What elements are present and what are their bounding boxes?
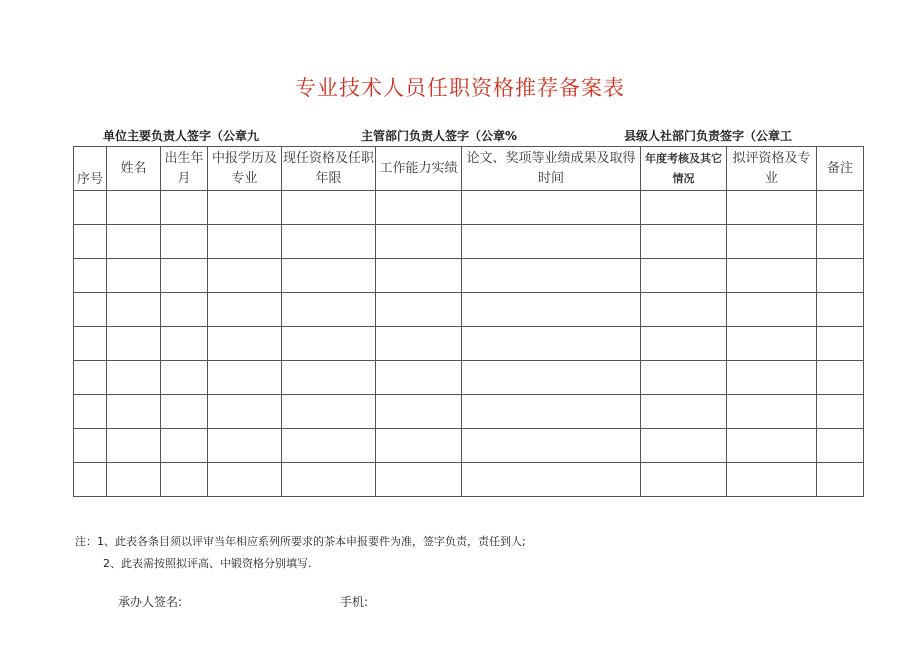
- table-cell: [376, 225, 462, 259]
- table-cell: [462, 361, 641, 395]
- table-cell: [208, 225, 282, 259]
- department-leader-signature-label: 主管部门负责人签字（公章%: [361, 129, 518, 143]
- table-cell: [817, 327, 864, 361]
- notes-section: [75, 531, 526, 575]
- table-cell: [208, 327, 282, 361]
- table-cell: [641, 429, 727, 463]
- table-cell: [641, 395, 727, 429]
- table-cell: [208, 429, 282, 463]
- table-cell: [282, 429, 376, 463]
- table-row: [74, 293, 864, 327]
- table-cell: [641, 463, 727, 497]
- table-cell: [462, 327, 641, 361]
- table-cell: [282, 259, 376, 293]
- table-cell: [74, 191, 107, 225]
- table-cell: [208, 293, 282, 327]
- table-cell: [817, 395, 864, 429]
- table-cell: [462, 225, 641, 259]
- table-cell: [282, 225, 376, 259]
- table-cell: [376, 361, 462, 395]
- table-cell: [282, 361, 376, 395]
- table-cell: [208, 361, 282, 395]
- table-cell: [161, 361, 208, 395]
- table-cell: [161, 293, 208, 327]
- table-cell: [107, 429, 161, 463]
- table-cell: [727, 361, 817, 395]
- table-cell: [208, 463, 282, 497]
- table-cell: [74, 327, 107, 361]
- table-cell: [74, 463, 107, 497]
- table-cell: [161, 191, 208, 225]
- table-row: [74, 327, 864, 361]
- table-cell: [208, 395, 282, 429]
- table-cell: [727, 191, 817, 225]
- form-title: 专业技术人员任职资格推荐备案表: [295, 76, 625, 100]
- table-cell: [462, 259, 641, 293]
- table-cell: [161, 429, 208, 463]
- table-cell: [727, 429, 817, 463]
- table-cell: [376, 327, 462, 361]
- table-cell: [161, 225, 208, 259]
- table-cell: [107, 327, 161, 361]
- table-cell: [161, 327, 208, 361]
- table-cell: [208, 191, 282, 225]
- header-proposed-qualification: 拟评资格及专业: [727, 147, 817, 191]
- table-cell: [74, 259, 107, 293]
- table-cell: [641, 361, 727, 395]
- table-cell: [107, 395, 161, 429]
- table-cell: [107, 293, 161, 327]
- table-row: [74, 395, 864, 429]
- table-cell: [462, 429, 641, 463]
- table-cell: [282, 463, 376, 497]
- recommendation-table: [73, 146, 864, 497]
- table-cell: [208, 259, 282, 293]
- header-name: 姓名: [107, 147, 161, 191]
- table-cell: [727, 463, 817, 497]
- table-cell: [161, 395, 208, 429]
- table-row: [74, 429, 864, 463]
- table-cell: [74, 293, 107, 327]
- table-cell: [817, 463, 864, 497]
- header-birth-date: 出生年月: [161, 147, 208, 191]
- table-cell: [641, 225, 727, 259]
- table-cell: [282, 191, 376, 225]
- header-achievements: 论文、奖项等业绩成果及取得时间: [462, 147, 641, 191]
- table-cell: [727, 225, 817, 259]
- table-cell: [641, 259, 727, 293]
- table-cell: [817, 361, 864, 395]
- table-row: [74, 191, 864, 225]
- table-cell: [817, 259, 864, 293]
- table-cell: [462, 395, 641, 429]
- header-current-qualification: 现任资格及任职年限: [282, 147, 376, 191]
- table-cell: [282, 293, 376, 327]
- table-cell: [376, 395, 462, 429]
- table-cell: [376, 191, 462, 225]
- county-hr-signature-label: 县级人社部门负责签字（公章工: [624, 129, 793, 143]
- table-cell: [74, 395, 107, 429]
- table-cell: [727, 259, 817, 293]
- table-cell: [161, 463, 208, 497]
- table-cell: [462, 293, 641, 327]
- unit-leader-signature-label: 单位主要负责人签字（公章九: [103, 129, 260, 143]
- table-row: [74, 225, 864, 259]
- table-cell: [376, 293, 462, 327]
- table-row: [74, 259, 864, 293]
- table-cell: [462, 191, 641, 225]
- note-line-2: 2、此表需按照拟评高、中锻资格分别填写.: [103, 557, 312, 570]
- header-education-major: 中报学历及专业: [208, 147, 282, 191]
- table-cell: [817, 429, 864, 463]
- table-cell: [641, 191, 727, 225]
- table-row: [74, 463, 864, 497]
- table-cell: [107, 361, 161, 395]
- table-cell: [282, 395, 376, 429]
- header-annual-assessment: 年度考核及其它情况: [641, 147, 727, 191]
- table-cell: [107, 191, 161, 225]
- header-work-performance: 工作能力实绩: [376, 147, 462, 191]
- table-cell: [376, 259, 462, 293]
- phone-label: 手机:: [340, 595, 369, 609]
- handler-signature-label: 承办人签名:: [118, 595, 183, 609]
- table-cell: [727, 327, 817, 361]
- header-remarks: 备注: [817, 147, 864, 191]
- table-cell: [161, 259, 208, 293]
- table-cell: [376, 429, 462, 463]
- table-cell: [817, 225, 864, 259]
- table-header-row: [74, 147, 864, 191]
- table-cell: [282, 327, 376, 361]
- table-cell: [727, 395, 817, 429]
- table-cell: [74, 225, 107, 259]
- table-cell: [817, 191, 864, 225]
- note-line-1: 注：1、此表各条目须以评审当年相应系列所要求的茶本申报要件为准，签字负责，责任到人;: [75, 535, 526, 548]
- table-cell: [107, 259, 161, 293]
- table-cell: [74, 361, 107, 395]
- table-cell: [376, 463, 462, 497]
- table-cell: [817, 293, 864, 327]
- table-cell: [641, 293, 727, 327]
- table-cell: [107, 225, 161, 259]
- table-cell: [107, 463, 161, 497]
- table-row: [74, 361, 864, 395]
- table-cell: [74, 429, 107, 463]
- header-serial-number: 序号: [74, 147, 107, 191]
- table-cell: [727, 293, 817, 327]
- table-cell: [462, 463, 641, 497]
- table-cell: [641, 327, 727, 361]
